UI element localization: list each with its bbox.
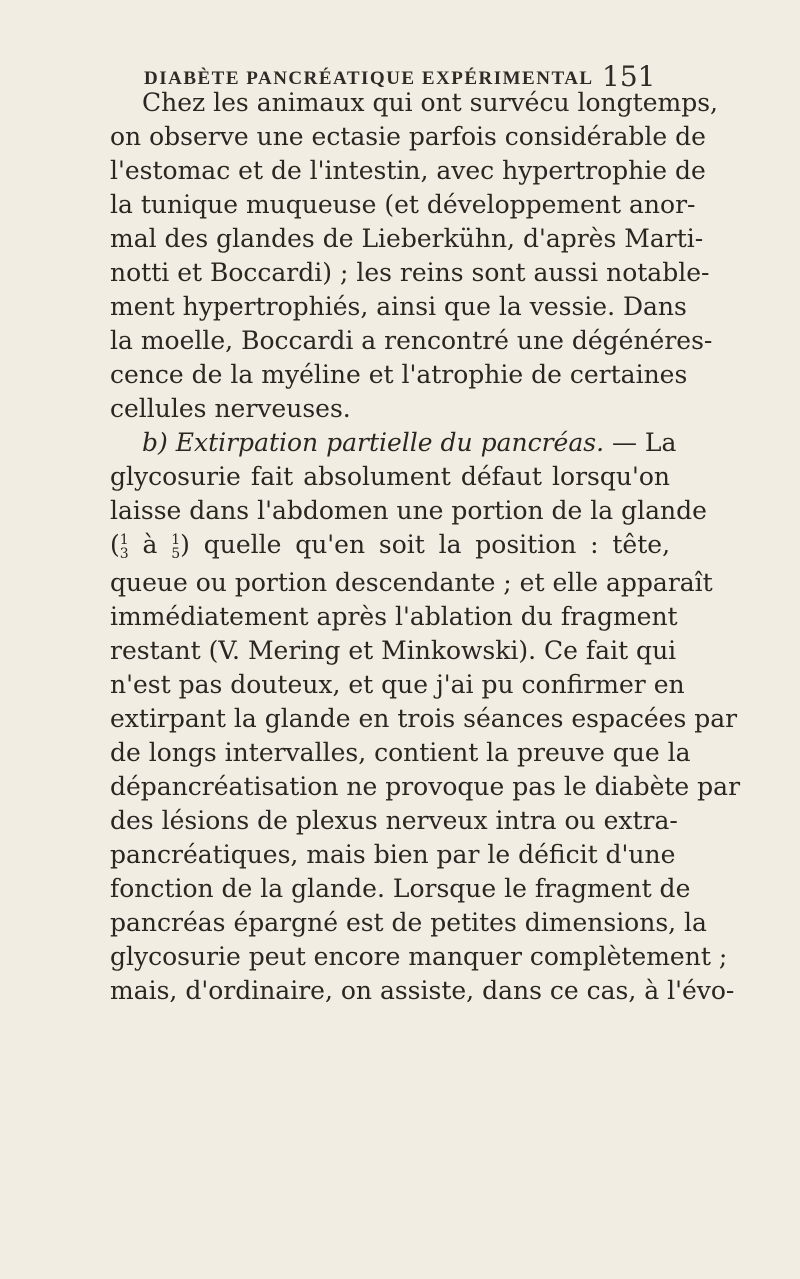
text-line: cence de la myéline et l'atrophie de certaines — [110, 360, 688, 389]
fraction-numerator: 1 — [119, 531, 129, 548]
section-label: b) — [142, 428, 168, 457]
text-line: mal des glandes de Lieberkühn, d'après Marti- — [110, 224, 704, 253]
section-title-continuation: — La — [611, 428, 677, 457]
text-line: extirpant la glande en trois séances espacées par — [110, 704, 738, 733]
fraction-one-third — [120, 533, 129, 561]
text-line: pancréatiques, mais bien par le déficit d'une — [110, 840, 676, 869]
text-line: glycosurie peut encore manquer complètement ; — [110, 942, 728, 971]
text-line: n'est pas douteux, et que j'ai pu confirmer en — [110, 670, 685, 699]
section-b-heading-line — [142, 428, 677, 458]
fraction-denominator: 5 — [171, 545, 181, 562]
text-line: glycosurie fait absolument défaut lorsqu'on — [110, 462, 670, 491]
text-line: l'estomac et de l'intestin, avec hypertrophie de — [110, 156, 706, 185]
text-line: notti et Boccardi) ; les reins sont aussi notable- — [110, 258, 710, 287]
text-line: la moelle, Boccardi a rencontré une dégénéres- — [110, 326, 713, 355]
text-line: ment hypertrophiés, ainsi que la vessie. Dans — [110, 292, 687, 321]
fraction-one-fifth — [171, 533, 180, 561]
text-line: la tunique muqueuse (et développement anor- — [110, 190, 696, 219]
text-line: Chez les animaux qui ont survécu longtemps, — [142, 88, 718, 117]
fraction-line — [110, 530, 670, 561]
text-line: de longs intervalles, contient la preuve que la — [110, 738, 691, 767]
close-paren: ) — [180, 530, 190, 559]
running-title: DIABÈTE PANCRÉATIQUE EXPÉRIMENTAL — [144, 68, 594, 89]
word-a: à — [142, 530, 158, 559]
open-paren: ( — [110, 530, 120, 559]
fraction-numerator: 1 — [171, 531, 181, 548]
text-line: des lésions de plexus nerveux intra ou extra- — [110, 806, 678, 835]
page-number: 151 — [602, 60, 656, 93]
text-line: immédiatement après l'ablation du fragment — [110, 602, 678, 631]
section-title: Extirpation partielle du pancréas. — [175, 428, 605, 457]
text-line: pancréas épargné est de petites dimensions, la — [110, 908, 707, 937]
text-line: mais, d'ordinaire, on assiste, dans ce cas, à l'évo- — [110, 976, 735, 1005]
text-line: fonction de la glande. Lorsque le fragment de — [110, 874, 691, 903]
text-line: queue ou portion descendante ; et elle apparaît — [110, 568, 713, 597]
fraction-denominator: 3 — [119, 545, 129, 562]
fraction-line-rest: quelle qu'en soit la position : tête, — [203, 530, 671, 559]
text-line: cellules nerveuses. — [110, 394, 351, 423]
text-line: dépancréatisation ne provoque pas le diabète par — [110, 772, 741, 801]
text-line: on observe une ectasie parfois considérable de — [110, 122, 706, 151]
text-line: restant (V. Mering et Minkowski). Ce fait qui — [110, 636, 677, 665]
text-line: laisse dans l'abdomen une portion de la glande — [110, 496, 707, 525]
